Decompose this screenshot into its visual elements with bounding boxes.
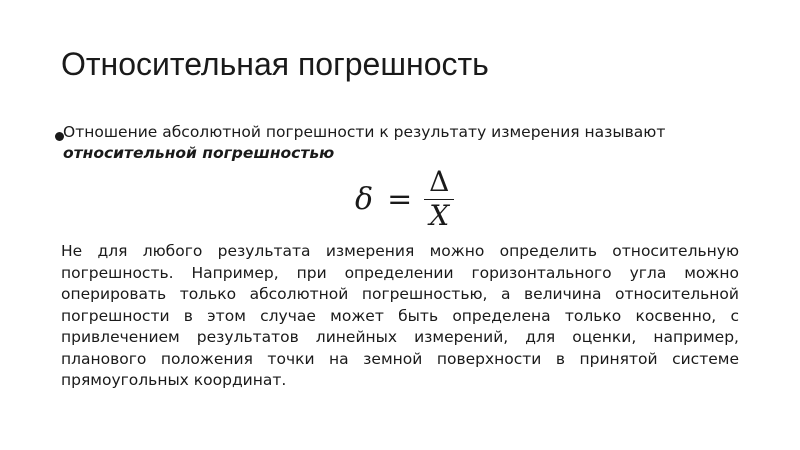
defined-term: относительной погрешностью bbox=[63, 144, 335, 162]
slide-title: Относительная погрешность bbox=[61, 46, 489, 82]
formula-equals: = bbox=[387, 181, 413, 217]
intro-paragraph bbox=[63, 122, 753, 164]
formula-fraction bbox=[424, 164, 454, 233]
formula-denominator: X bbox=[429, 199, 450, 233]
body-paragraph: Не для любого результата измерения можно определить относительную погрешность. Например, при определении горизонтального угла можно оперировать только абсолютной погрешностью, а величина относительной погрешности в этом случае может быть определена только косвенно, с привлечением результатов линейных измерений, для оценки, например, планового положения точки на земной поверхности в принятой системе прямоугольных координат. bbox=[61, 242, 739, 389]
intro-text: Отношение абсолютной погрешности к результату измерения называют bbox=[63, 123, 666, 141]
relative-error-formula bbox=[355, 164, 454, 233]
formula-numerator: Δ bbox=[429, 164, 450, 198]
formula-lhs: δ bbox=[355, 181, 374, 217]
